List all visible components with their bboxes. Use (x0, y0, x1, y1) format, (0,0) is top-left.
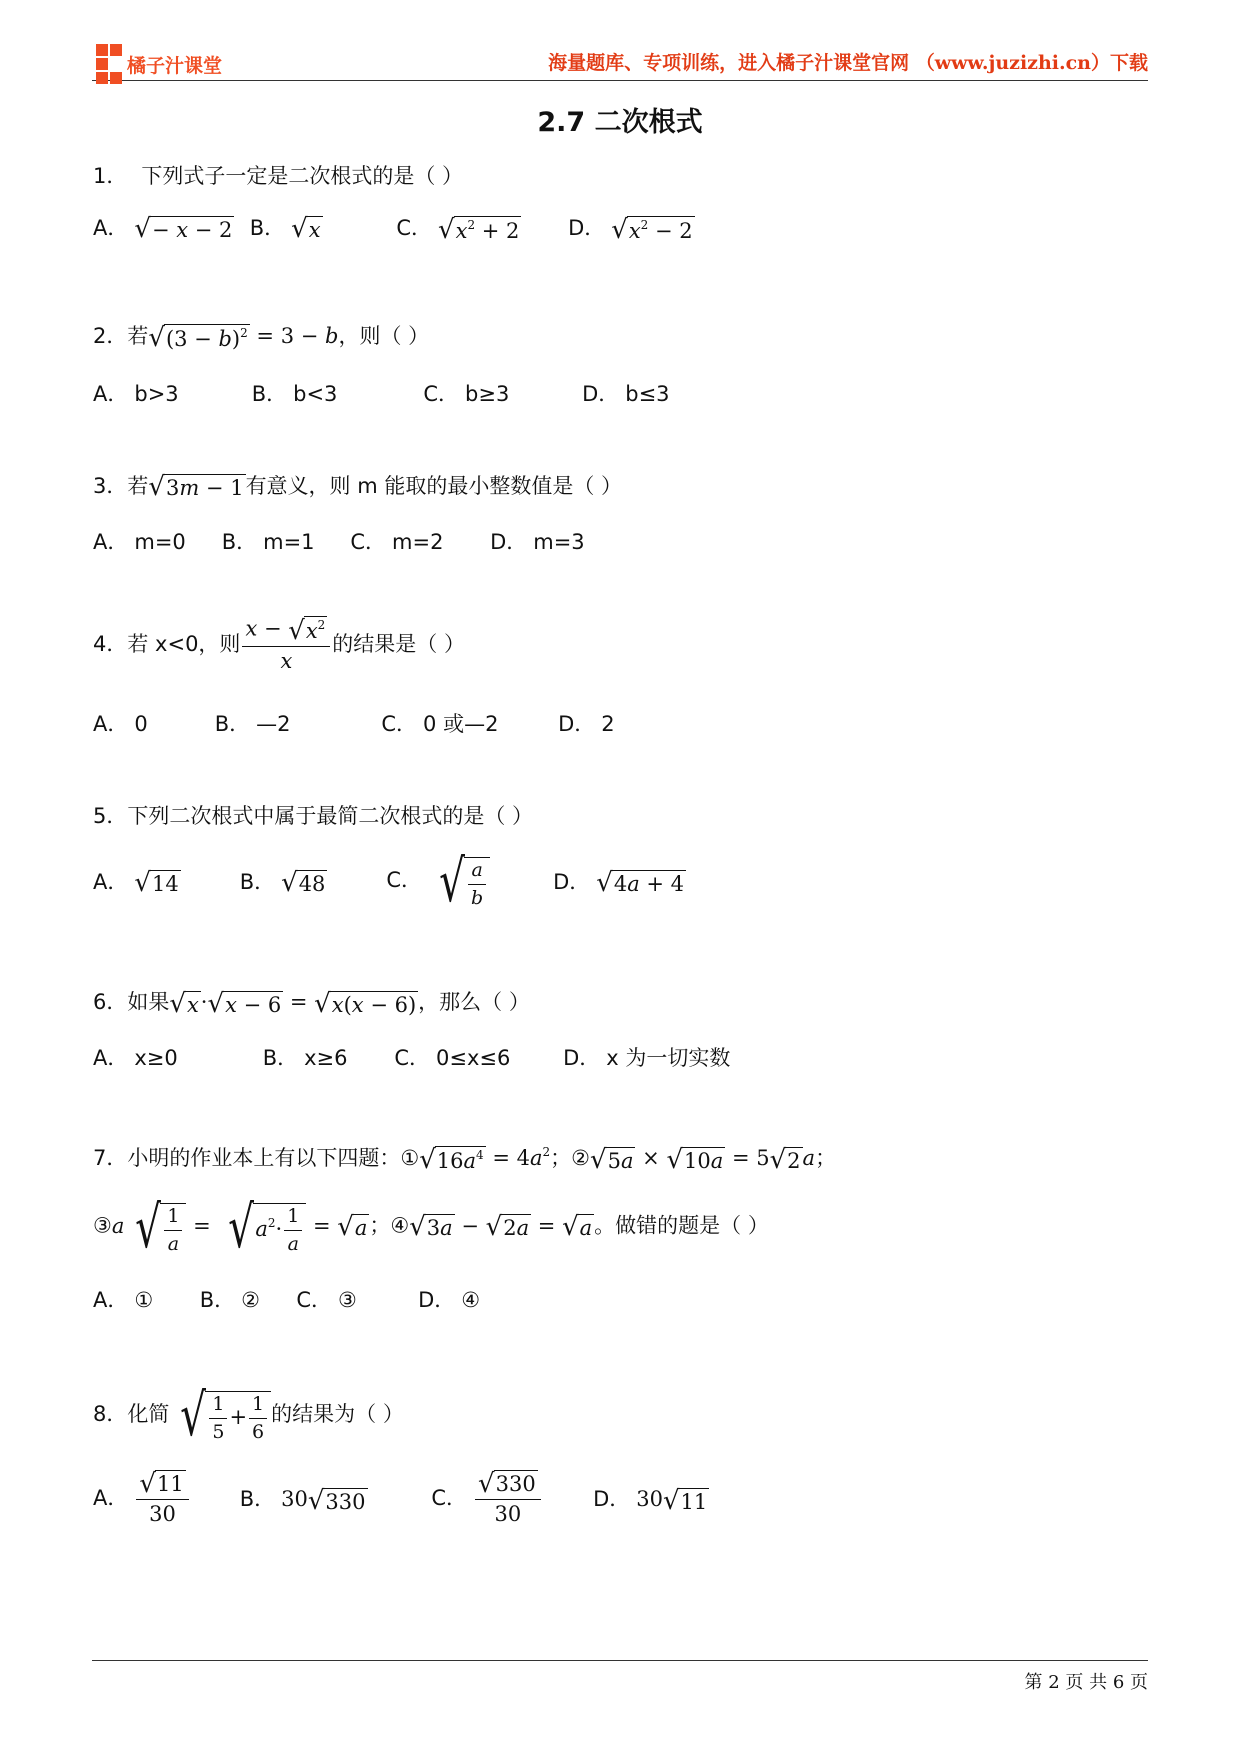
math-expression: √ 3m − 1 (148, 472, 244, 502)
question-number: 3． (93, 474, 128, 498)
footer-divider (92, 1660, 1148, 1661)
option-b: B． √ 48 (239, 868, 326, 898)
math-expression: √ $\frac{a}{b}$ (428, 852, 490, 910)
option-c: C． √ 330 30 (431, 1470, 586, 1527)
question-number: 8． (93, 1402, 128, 1426)
question-3: 3．若 √ 3m − 1 有意义，则 m 能取的最小整数值是（ ） (93, 472, 623, 502)
option-b: B． √ x (249, 214, 321, 245)
question-6-options (93, 1042, 730, 1072)
option-d: D． b≤3 (582, 382, 670, 406)
option-c: C． 0≤x≤6 (394, 1046, 511, 1070)
option-c: C． b≥3 (423, 382, 510, 406)
option-a: A． √ − x − 2 (93, 214, 233, 245)
math-expression: √ x (291, 214, 321, 245)
question-number: 4． (93, 632, 128, 657)
option-b: B． b<3 (251, 382, 338, 406)
option-a: A． m=0 (93, 530, 186, 554)
option-a: A． 0 (93, 712, 148, 736)
option-c: C． ③ (296, 1288, 357, 1312)
question-4: 4．若 x<0，则 x − √ $x^2$ x 的结果是（ ） (93, 616, 465, 674)
item-mark: ③ (93, 1213, 112, 1238)
option-b: B． ② (199, 1288, 260, 1312)
math-expression: √ x · √ x − 6 = √ x(x − 6) (169, 988, 417, 1019)
option-a: A． ① (93, 1288, 154, 1312)
math-expression: 30 √ 11 (636, 1485, 708, 1516)
logo-text: 橘子汁课堂 (127, 54, 223, 77)
question-number: 7． (93, 1146, 128, 1170)
math-expression: √ − x − 2 (134, 214, 233, 245)
page-header (92, 38, 1148, 81)
question-number: 6． (93, 990, 128, 1014)
option-c: C． √ $\frac{a}{b}$ (386, 852, 546, 910)
option-c: C． √ $x^2 + 2$ (396, 214, 520, 245)
math-expression: x − √ $x^2$ x (242, 616, 330, 674)
option-a: A． √ 14 (93, 868, 179, 898)
page-number: 第 2 页 共 6 页 (1024, 1672, 1148, 1693)
math-expression: √ 4a + 4 (596, 868, 685, 898)
option-d: D． 30 √ 11 (593, 1485, 708, 1516)
math-expression: √ $x^2 + 2$ (438, 214, 520, 245)
item-mark: ④ (390, 1213, 410, 1238)
math-expression: √ $(3 - b)^2$ = 3 − b (148, 323, 339, 353)
question-3-options (93, 526, 585, 556)
option-b: B． 30 √ 330 (239, 1485, 366, 1516)
math-expression: √ 11 30 (136, 1470, 188, 1527)
question-7-options (93, 1284, 480, 1314)
question-stem: 下列二次根式中属于最简二次根式的是（ ） (127, 804, 534, 828)
page-title: 2.7 二次根式 (537, 107, 703, 138)
option-b: B． —2 (214, 712, 291, 736)
option-a: A． x≥0 (93, 1046, 178, 1070)
question-4-options (93, 708, 615, 738)
question-8-options (93, 1470, 709, 1527)
question-7: 7．小明的作业本上有以下四题：① √ $16a^4$ = $4a^2$；② √ 5a × √ 10a = 5 √ 2 a； (93, 1144, 837, 1175)
option-a: A． √ 11 30 (93, 1470, 233, 1527)
math-expression: 30 √ 330 (281, 1485, 366, 1516)
question-5-options (93, 847, 686, 915)
math-expression: √ 14 (134, 868, 179, 898)
option-d: D． √ 4a + 4 (553, 868, 685, 898)
math-expression: √ $\frac{1}{5}$ + $\frac{1}{6}$ (169, 1386, 271, 1444)
option-d: D． 2 (558, 712, 615, 736)
math-expression: √ 5a × √ 10a = 5 √ 2 a (590, 1144, 816, 1175)
question-5 (93, 800, 533, 830)
question-8: 8．化简 √ $\frac{1}{5}$ + $\frac{1}{6}$ 的结果为（ ） (93, 1381, 404, 1449)
math-expression: √ $x^2 - 2$ (611, 214, 693, 245)
option-d: D． x 为一切实数 (563, 1046, 731, 1070)
question-number: 1． (93, 164, 128, 188)
header-slogan: 海量题库、专项训练，进入橘子汁课堂官网 （www.juzizhi.cn）下载 (548, 52, 1148, 74)
option-b: B． x≥6 (262, 1046, 348, 1070)
option-d: D． ④ (418, 1288, 481, 1312)
option-a: A． b>3 (93, 382, 179, 406)
math-expression: √ $16a^4$ = $4a^2$ (419, 1145, 551, 1175)
question-number: 5． (93, 804, 128, 828)
question-2-options (93, 378, 670, 408)
option-c: C． 0 或—2 (381, 712, 499, 736)
logo (96, 44, 222, 84)
math-expression: √ 3a − √ 2a = √ a (409, 1212, 593, 1242)
question-7-continued: ③a √ $\frac{1}{a}$ = √ $a^2\cdot$ $\frac{1}{a}$ = √ a ；④ √ 3a − √ 2a = √ a 。做错的题是（ ） (93, 1193, 769, 1261)
option-b: B． m=1 (221, 530, 315, 554)
math-expression: √ 48 (281, 868, 326, 898)
logo-mark-icon (96, 44, 122, 84)
option-d: D． √ $x^2 - 2$ (568, 214, 693, 245)
option-c: C． m=2 (350, 530, 444, 554)
option-d: D． m=3 (490, 530, 585, 554)
question-2: 2．若 √ $(3 - b)^2$ = 3 − b，则（ ） (93, 323, 430, 353)
question-6: 6．如果 √ x · √ x − 6 = √ x(x − 6) ，那么（ ） (93, 988, 530, 1019)
item-mark: ② (571, 1146, 590, 1170)
math-expression: a √ $\frac{1}{a}$ = √ $a^2\cdot$ $\frac{1}{a}$ = √ a (111, 1193, 368, 1261)
question-1 (93, 160, 463, 190)
item-mark: ① (400, 1146, 420, 1170)
math-expression: √ 330 30 (475, 1470, 541, 1527)
question-1-options (93, 212, 695, 243)
question-stem: 下列式子一定是二次根式的是（ ） (141, 164, 464, 188)
question-number: 2． (93, 324, 128, 348)
